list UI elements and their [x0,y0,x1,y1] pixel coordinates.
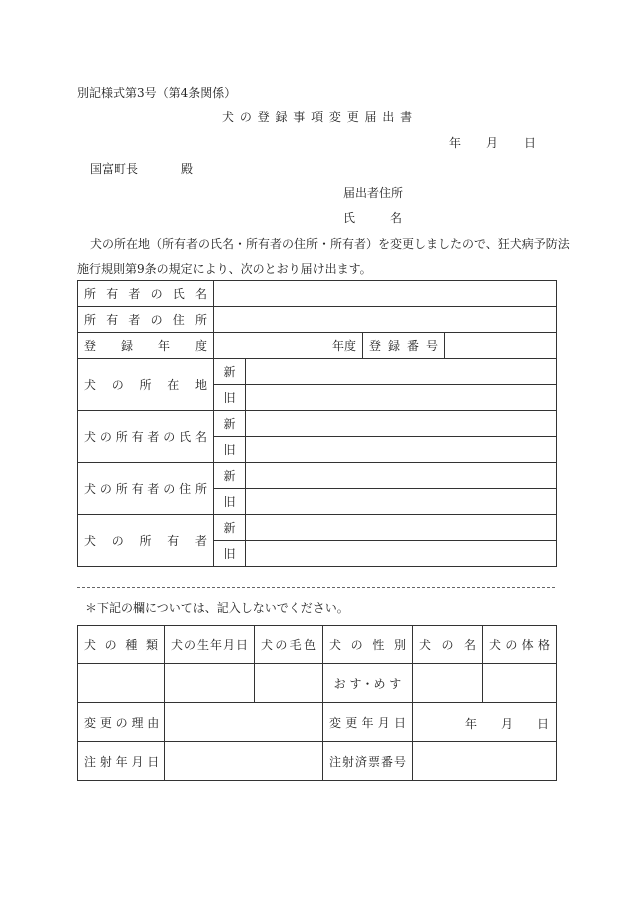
dog-owner-old-field[interactable] [246,541,557,567]
sex-options[interactable]: お す・め す [323,664,413,703]
injection-cert-no-field[interactable] [413,742,557,781]
dog-location-new-label: 新 [214,359,246,385]
change-date-label: 変 更 年 月 日 [323,703,413,742]
dog-owner-name-new-field[interactable] [246,411,557,437]
owner-address-field[interactable] [214,307,557,333]
dog-owner-address-new-field[interactable] [246,463,557,489]
registration-year-label: 登 録 年 度 [78,333,214,359]
change-reason-field[interactable] [165,703,323,742]
dog-owner-name-label: 犬の所有者の氏名 [78,411,214,463]
change-reason-label: 変 更 の 理 由 [78,703,165,742]
coat-color-field[interactable] [255,664,323,703]
dog-owner-name-old-label: 旧 [214,437,246,463]
dog-owner-new-field[interactable] [246,515,557,541]
change-date-year: 年 [465,717,478,731]
body-size-label: 犬の体格 [483,626,557,664]
registration-number-field[interactable] [445,333,557,359]
applicant-name-label-1: 氏 [343,211,356,225]
date-year-label: 年 [449,136,462,150]
dog-owner-name-new-label: 新 [214,411,246,437]
dog-location-label: 犬 の 所 在 地 [78,359,214,411]
registration-year-field[interactable] [214,333,363,359]
owner-name-label: 所 有 者 の 氏 名 [78,281,214,307]
dog-owner-label: 犬 の 所 有 者 [78,515,214,567]
dog-name-label: 犬 の 名 [413,626,483,664]
owner-name-field[interactable] [214,281,557,307]
applicant-address-label: 届出者住所 [343,186,404,200]
birthdate-field[interactable] [165,664,255,703]
registration-number-label: 登 録 番 号 [363,333,445,359]
dog-owner-address-new-label: 新 [214,463,246,489]
applicant-name-label-2: 名 [390,211,403,225]
office-use-note: ＊下記の欄については、記入しないでください。 [85,601,349,615]
dog-owner-old-label: 旧 [214,541,246,567]
injection-date-label: 注 射 年 月 日 [78,742,165,781]
injection-date-field[interactable] [165,742,323,781]
registration-form-table [77,280,557,567]
coat-color-label: 犬の毛色 [255,626,323,664]
change-date-field[interactable] [413,703,557,742]
injection-cert-no-label: 注射済票番号 [323,742,413,781]
form-reference: 別記様式第3号（第4条関係） [77,86,237,100]
dog-owner-address-old-field[interactable] [246,489,557,515]
dog-owner-name-old-field[interactable] [246,437,557,463]
change-date-day: 日 [537,717,550,731]
intro-line-2: 施行規則第9条の規定により、次のとおり届け出ます。 [77,262,372,276]
owner-address-label: 所 有 者 の 住 所 [78,307,214,333]
addressee: 国富町長 [90,162,139,176]
change-date-month: 月 [501,717,514,731]
date-month-label: 月 [486,136,499,150]
cut-line [77,587,555,588]
breed-field[interactable] [78,664,165,703]
sex-label: 犬 の 性 別 [323,626,413,664]
dog-owner-address-old-label: 旧 [214,489,246,515]
honorific: 殿 [181,162,194,176]
year-suffix: 年度 [331,339,356,353]
body-size-field[interactable] [483,664,557,703]
date-day-label: 日 [524,136,537,150]
dog-location-old-label: 旧 [214,385,246,411]
office-use-table [77,625,557,781]
dog-name-field[interactable] [413,664,483,703]
dog-owner-new-label: 新 [214,515,246,541]
dog-location-old-field[interactable] [246,385,557,411]
breed-label: 犬 の 種 類 [78,626,165,664]
intro-line-1: 犬の所在地（所有者の氏名・所有者の住所・所有者）を変更しましたので、狂犬病予防法 [90,237,570,251]
form-title: 犬 の 登 録 事 項 変 更 届 出 書 [222,110,414,124]
birthdate-label: 犬の生年月日 [165,626,255,664]
dog-owner-address-label: 犬の所有者の住所 [78,463,214,515]
dog-location-new-field[interactable] [246,359,557,385]
